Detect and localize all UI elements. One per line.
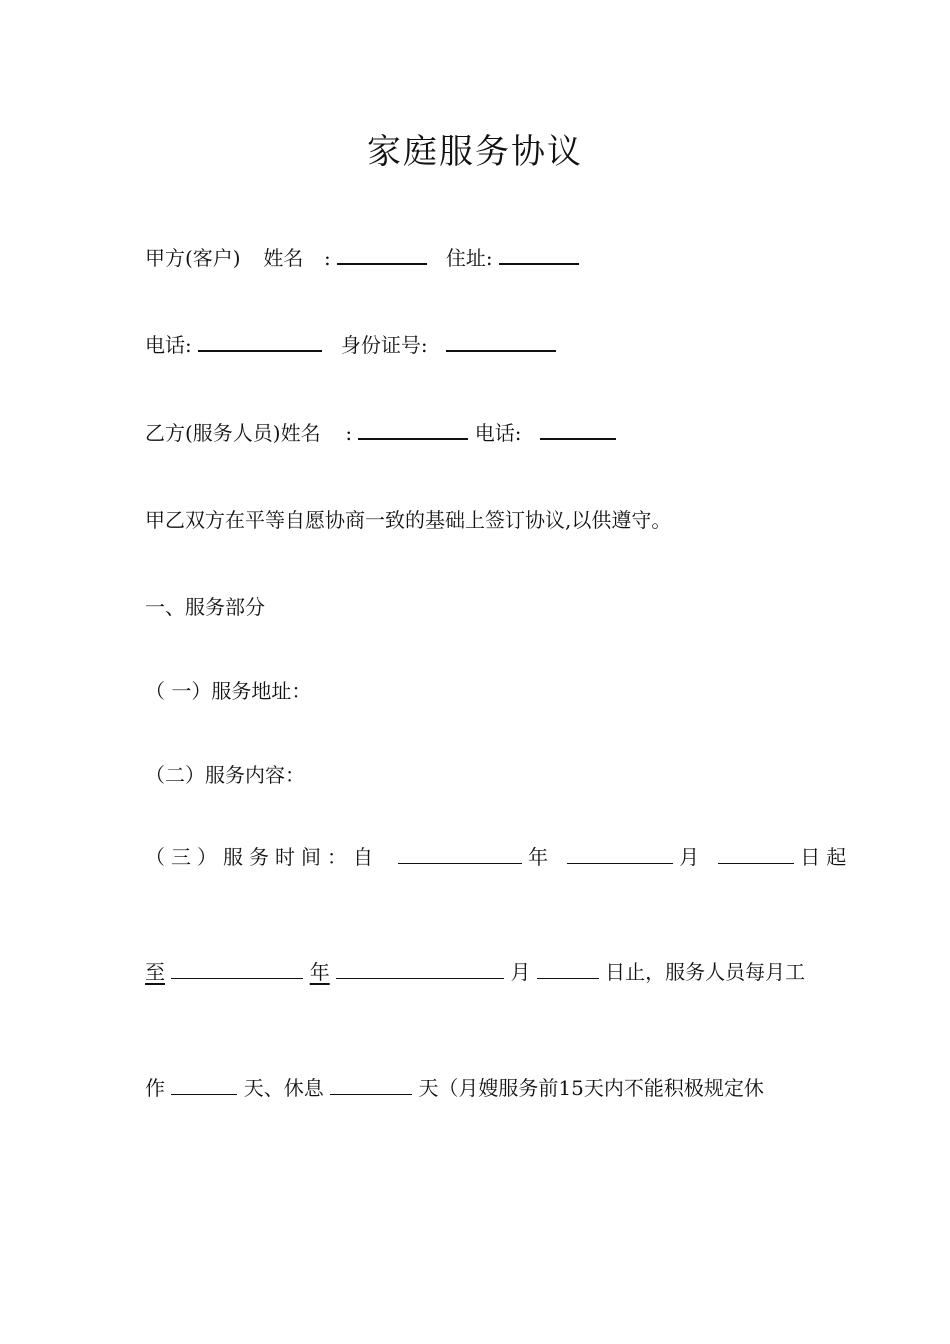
party-a-name-colon: : bbox=[324, 246, 331, 270]
party-a-name-label: 姓名 bbox=[263, 246, 304, 270]
service-time-line-3 bbox=[145, 1073, 764, 1103]
service-content-item: （二）服务内容： bbox=[145, 763, 305, 787]
party-a-address-field[interactable] bbox=[499, 243, 579, 265]
party-a-contact-line bbox=[145, 330, 556, 360]
rest-days-label: 天（月嫂服务前15天内不能积极规定休 bbox=[418, 1076, 764, 1100]
party-b-name-field[interactable] bbox=[358, 418, 468, 440]
end-month-label: 月 bbox=[510, 960, 531, 984]
service-time-label: （三）服务时间：自 bbox=[145, 845, 379, 869]
party-a-id-field[interactable] bbox=[446, 330, 556, 352]
party-a-line bbox=[145, 243, 579, 273]
party-a-label: 甲方(客户) bbox=[145, 246, 241, 270]
end-day-field[interactable] bbox=[537, 958, 599, 979]
work-prefix: 作 bbox=[145, 1076, 165, 1100]
start-year-label: 年 bbox=[528, 845, 549, 869]
party-b-phone-label: 电话: bbox=[474, 421, 522, 445]
end-day-label: 日止，服务人员每月工 bbox=[605, 960, 806, 984]
rest-days-field[interactable] bbox=[330, 1074, 412, 1095]
to-label: 至 bbox=[145, 960, 165, 984]
party-a-id-label: 身份证号: bbox=[340, 333, 428, 357]
service-time-line-1 bbox=[145, 842, 852, 872]
end-year-field[interactable] bbox=[171, 958, 303, 979]
start-month-field[interactable] bbox=[567, 843, 673, 864]
end-year-label: 年 bbox=[309, 960, 330, 984]
party-b-label: 乙方(服务人员)姓名 bbox=[145, 421, 321, 445]
party-a-address-label: 住址: bbox=[445, 246, 493, 270]
section-1-heading: 一、服务部分 bbox=[145, 595, 265, 619]
start-year-field[interactable] bbox=[398, 843, 522, 864]
party-b-name-colon: : bbox=[345, 421, 353, 445]
party-b-phone-field[interactable] bbox=[540, 418, 616, 440]
work-days-label: 天、休息 bbox=[243, 1076, 324, 1100]
service-address-item: （ 一）服务地址： bbox=[145, 679, 312, 703]
party-a-name-field[interactable] bbox=[337, 243, 427, 265]
work-days-field[interactable] bbox=[171, 1074, 237, 1095]
party-a-phone-field[interactable] bbox=[198, 330, 322, 352]
intro-text: 甲乙双方在平等自愿协商一致的基础上签订协议,以供遵守。 bbox=[145, 508, 672, 532]
start-month-label: 月 bbox=[679, 845, 700, 869]
end-month-field[interactable] bbox=[336, 958, 504, 979]
start-day-field[interactable] bbox=[718, 843, 794, 864]
document-title: 家庭服务协议 bbox=[367, 132, 583, 172]
service-time-line-2 bbox=[145, 957, 805, 987]
start-day-label: 日起 bbox=[800, 845, 853, 869]
party-b-line bbox=[145, 418, 616, 448]
party-a-phone-label: 电话: bbox=[145, 333, 192, 357]
